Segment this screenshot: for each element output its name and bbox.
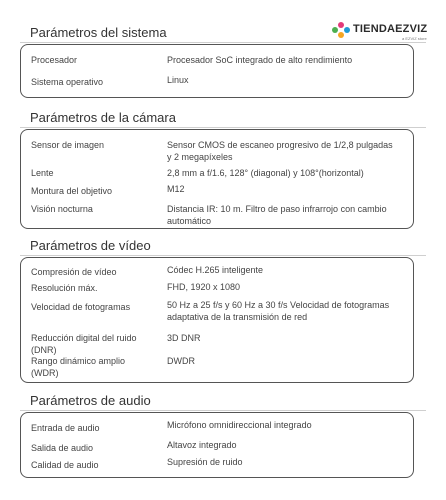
logo-petal-icon: [344, 27, 350, 33]
spec-label: Lente: [31, 168, 54, 178]
spec-value: FHD, 1920 x 1080: [167, 282, 241, 292]
spec-label: Compresión de vídeo: [31, 267, 117, 277]
spec-label: Salida de audio: [31, 443, 94, 453]
spec-label: Resolución máx.: [31, 283, 98, 293]
logo-petal-icon: [332, 27, 338, 33]
section-divider: [20, 410, 426, 411]
spec-label: Entrada de audio: [31, 423, 100, 433]
spec-value: Sensor CMOS de escaneo progresivo de 1/2,8 pulgadas y 2 megapíxeles: [167, 140, 393, 162]
spec-value: DWDR: [167, 356, 195, 366]
spec-value: Altavoz integrado: [167, 440, 237, 450]
spec-label: Sistema operativo: [31, 77, 104, 87]
spec-value: Micrófono omnidireccional integrado: [167, 420, 312, 430]
spec-label: Procesador: [31, 55, 78, 65]
spec-label: Reducción digital del ruido (DNR): [31, 333, 137, 355]
section-title-audio: Parámetros de audio: [30, 393, 151, 408]
spec-value: M12: [167, 184, 185, 194]
spec-label: Rango dinámico amplio (WDR): [31, 356, 126, 378]
spec-label: Visión nocturna: [31, 204, 93, 214]
panel-system: [20, 44, 414, 98]
spec-value: 2,8 mm a f/1.6, 128° (diagonal) y 108°(horizontal): [167, 168, 364, 178]
logo-petal-icon: [338, 22, 344, 28]
section-title-video: Parámetros de vídeo: [30, 238, 151, 253]
spec-value: Linux: [167, 75, 189, 85]
spec-value: Supresión de ruido: [167, 457, 243, 467]
spec-label: Calidad de audio: [31, 460, 99, 470]
logo-subtext: a EZVIZ store: [402, 36, 427, 41]
panel-audio: [20, 412, 414, 478]
logo-text: TIENDAEZVIZ: [353, 23, 428, 35]
section-divider: [20, 127, 426, 128]
panel-camera: [20, 129, 414, 229]
panel-video: [20, 257, 414, 383]
section-title-system: Parámetros del sistema: [30, 25, 167, 40]
logo-petal-icon: [338, 32, 344, 38]
section-title-camera: Parámetros de la cámara: [30, 110, 176, 125]
spec-value: Procesador SoC integrado de alto rendimiento: [167, 55, 353, 65]
section-divider: [20, 42, 426, 43]
spec-value: Distancia IR: 10 m. Filtro de paso infrarrojo con cambio automático: [167, 204, 387, 226]
spec-value: 3D DNR: [167, 333, 201, 343]
spec-value: 50 Hz a 25 f/s y 60 Hz a 30 f/s Velocidad de fotogramas adaptativa de la transmisión de red: [167, 300, 390, 322]
spec-label: Montura del objetivo: [31, 186, 113, 196]
spec-label: Velocidad de fotogramas: [31, 302, 131, 312]
brand-logo: [332, 21, 432, 43]
spec-value: Códec H.265 inteligente: [167, 265, 264, 275]
spec-label: Sensor de imagen: [31, 140, 105, 150]
section-divider: [20, 255, 426, 256]
